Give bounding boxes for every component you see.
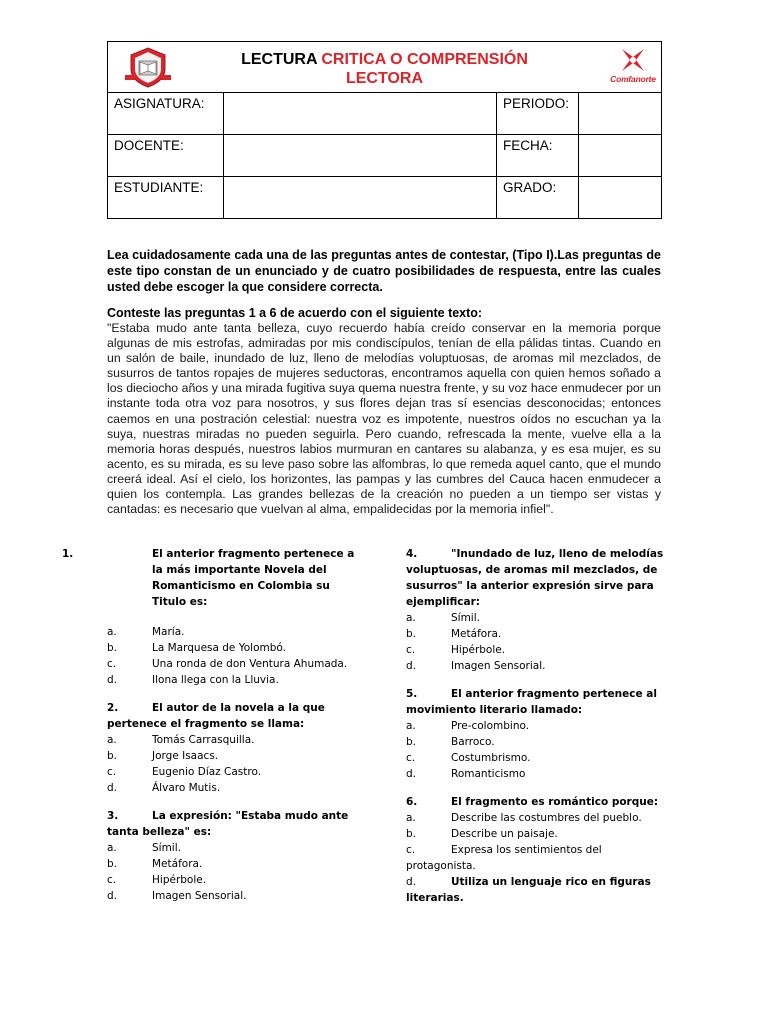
option[interactable]: d. Imagen Sensorial. bbox=[406, 660, 546, 672]
periodo-field[interactable] bbox=[579, 93, 662, 135]
question-stem: 3. La expresión: "Estaba mudo ante tanta belleza" es: bbox=[107, 810, 349, 838]
grado-field[interactable] bbox=[579, 177, 662, 219]
reading-passage: "Estaba mudo ante tanta belleza, cuyo recuerdo había creído conservar en la memoria porque algunas de mis estrofas, admiradas por mis condiscípulos, tenían de ella pálidas tintas. Cuando en un salón de baile, inundado de luz, lleno de melodías voluptuosas, de aromas mil mezclados, de susurros de tantos ropajes de mujeres seductoras, encontramos aquella con quien hemos soñado a los dieciocho años y una mirada fugitiva suya quema nuestra frente, y su voz hace enmudecer por un instante toda otra voz para nosotros, y sus flores dejan tras sí esencias desconocidas; entonces caemos en una postración celestial: nuestra voz es impotente, nuestros oídos no escuchan ya la suya, nuestras miradas no pueden seguirla. Pero cuando, refrescada la mente, vuelve ella a la memoria horas después, nuestros labios murmuran en cantares su alabanza, y es esa mujer, es su acento, es su mirada, es su leve paso sobre las alfombras, lo que remeda aquel canto, que el mundo creerá ideal. Así el cielo, los horizontes, las pampas y las cumbres del Cauca hacen enmudecer a quien los contempla. Las grandes bellezas de la creación no pueden a un tiempo ser vistas y cantadas: es necesario que vuelvan al alma, empalidecidas por la memoria infiel". bbox=[107, 321, 661, 517]
grado-label: GRADO: bbox=[497, 177, 579, 219]
option[interactable]: d. Álvaro Mutis. bbox=[107, 782, 221, 794]
school-crest-logo bbox=[125, 45, 171, 89]
option[interactable]: b. Barroco. bbox=[406, 736, 495, 748]
question-stem: 2. El autor de la novela a la que pertenece el fragmento se llama: bbox=[107, 702, 325, 730]
periodo-label: PERIODO: bbox=[497, 93, 579, 135]
instructions-text: Lea cuidadosamente cada una de las preguntas antes de contestar, (Tipo I).Las preguntas de este tipo constan de un enunciado y de cuatro posibilidades de respuesta, entre las cuales usted debe escoger la que considere correcta. bbox=[107, 248, 661, 294]
option[interactable]: c. Expresa los sentimientos del protagonista. bbox=[406, 844, 602, 872]
option[interactable]: c. Hipérbole. bbox=[107, 874, 207, 886]
estudiante-field[interactable] bbox=[224, 177, 497, 219]
option[interactable]: c. Una ronda de don Ventura Ahumada. bbox=[107, 658, 348, 670]
option[interactable]: b. La Marquesa de Yolombó. bbox=[107, 642, 286, 654]
question-3 bbox=[107, 808, 367, 904]
option[interactable]: b. Metáfora. bbox=[406, 628, 502, 640]
estudiante-label: ESTUDIANTE: bbox=[108, 177, 224, 219]
title-cell bbox=[108, 42, 662, 93]
option[interactable]: d. Imagen Sensorial. bbox=[107, 890, 247, 902]
option[interactable]: b. Jorge Isaacs. bbox=[107, 750, 219, 762]
instructions-subheading: Conteste las preguntas 1 a 6 de acuerdo con el siguiente texto: bbox=[107, 306, 483, 320]
option[interactable]: a. María. bbox=[107, 626, 185, 638]
option[interactable]: a. Tomás Carrasquilla. bbox=[107, 734, 255, 746]
questions-left-column bbox=[62, 546, 367, 914]
question-stem: 6. El fragmento es romántico porque: bbox=[406, 796, 659, 808]
docente-field[interactable] bbox=[224, 135, 497, 177]
question-1 bbox=[62, 546, 367, 688]
question-stem: 5. El anterior fragmento pertenece al movimiento literario llamado: bbox=[406, 688, 657, 716]
option[interactable]: b. Describe un paisaje. bbox=[406, 828, 558, 840]
question-6 bbox=[406, 794, 666, 906]
document-title: LECTURA CRITICA O COMPRENSIÓN LECTORA bbox=[241, 51, 528, 87]
docente-label: DOCENTE: bbox=[108, 135, 224, 177]
question-stem: 1. El anterior fragmento pertenece a la más importante Novela del Romanticismo en Colombia su Titulo es: bbox=[62, 548, 355, 608]
option[interactable]: d. Utiliza un lenguaje rico en figuras literarias. bbox=[406, 876, 651, 904]
option[interactable]: d. Ilona llega con la Lluvia. bbox=[107, 674, 279, 686]
question-4 bbox=[406, 546, 666, 674]
option[interactable]: c. Hipérbole. bbox=[406, 644, 506, 656]
asignatura-label: ASIGNATURA: bbox=[108, 93, 224, 135]
option[interactable]: a. Pre-colombino. bbox=[406, 720, 530, 732]
option[interactable]: a. Describe las costumbres del pueblo. bbox=[406, 812, 642, 824]
option[interactable]: c. Eugenio Díaz Castro. bbox=[107, 766, 262, 778]
option[interactable]: c. Costumbrismo. bbox=[406, 752, 531, 764]
question-2 bbox=[107, 700, 367, 796]
option[interactable]: b. Metáfora. bbox=[107, 858, 203, 870]
option[interactable]: a. Símil. bbox=[107, 842, 181, 854]
fecha-field[interactable] bbox=[579, 135, 662, 177]
question-5 bbox=[406, 686, 666, 782]
questions-right-column bbox=[406, 546, 666, 916]
option[interactable]: d. Romanticismo bbox=[406, 768, 526, 780]
comfanorte-logo: Comfanorte bbox=[605, 47, 661, 89]
question-stem: 4. "Inundado de luz, lleno de melodías voluptuosas, de aromas mil mezclados, de susurros" la anterior expresión sirve para ejemplificar: bbox=[406, 548, 664, 608]
fecha-label: FECHA: bbox=[497, 135, 579, 177]
asignatura-field[interactable] bbox=[224, 93, 497, 135]
header-table bbox=[107, 41, 662, 219]
option[interactable]: a. Símil. bbox=[406, 612, 480, 624]
